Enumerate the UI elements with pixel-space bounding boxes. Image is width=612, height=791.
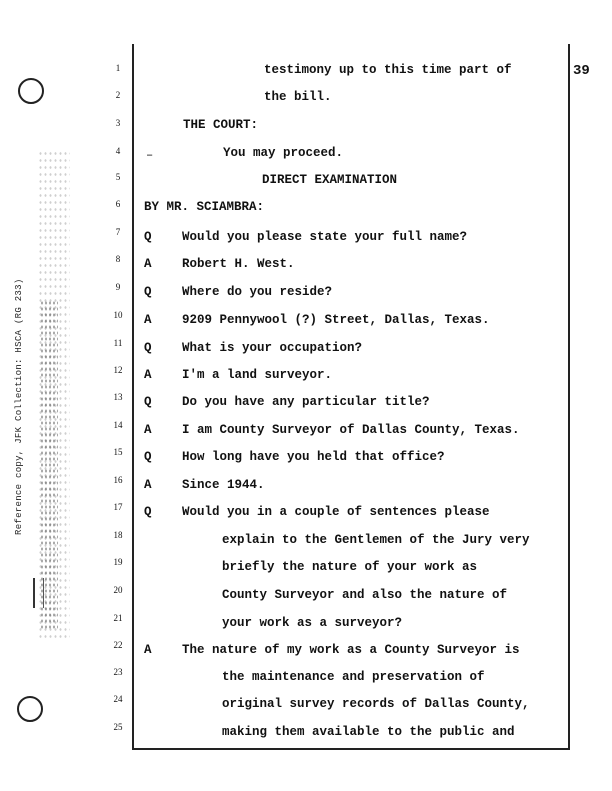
- line-number: 13: [113, 392, 123, 402]
- speaker-tag: A: [144, 643, 152, 657]
- transcript-line: County Surveyor and also the nature of: [222, 588, 508, 602]
- line-number: 23: [113, 667, 123, 677]
- speaker-tag: A: [144, 313, 152, 327]
- speaker-tag: Q: [144, 505, 152, 519]
- transcript-line: your work as a surveyor?: [222, 616, 403, 630]
- speaker-tag: Q: [144, 341, 152, 355]
- line-number: 7: [115, 227, 121, 237]
- transcript-line: I'm a land surveyor.: [182, 368, 333, 382]
- line-number: 22: [113, 640, 123, 650]
- line-number: 4: [115, 146, 121, 156]
- punch-hole-top: [18, 78, 44, 104]
- line-number: 18: [113, 530, 123, 540]
- margin-dash: –: [146, 148, 154, 162]
- transcript-line: the maintenance and preservation of: [222, 670, 485, 684]
- speaker-tag: Q: [144, 395, 152, 409]
- transcript-line: Would you in a couple of sentences please: [182, 505, 490, 519]
- transcript-line: testimony up to this time part of: [264, 63, 512, 77]
- transcript-line: Would you please state your full name?: [182, 230, 468, 244]
- speaker-tag: Q: [144, 230, 152, 244]
- transcript-line: explain to the Gentlemen of the Jury very: [222, 533, 530, 547]
- punch-hole-bottom: [17, 696, 43, 722]
- transcript-line: I am County Surveyor of Dallas County, Texas.: [182, 423, 520, 437]
- transcript-line: Since 1944.: [182, 478, 265, 492]
- line-number: 10: [113, 310, 123, 320]
- transcript-line: briefly the nature of your work as: [222, 560, 478, 574]
- line-number: 12: [113, 365, 123, 375]
- transcript-line: How long have you held that office?: [182, 450, 445, 464]
- transcript-line: 9209 Pennywool (?) Street, Dallas, Texas.: [182, 313, 490, 327]
- line-number: 8: [115, 254, 121, 264]
- line-number: 19: [113, 557, 123, 567]
- line-number: 16: [113, 475, 123, 485]
- speaker-tag: Q: [144, 450, 152, 464]
- line-number: 5: [115, 172, 121, 182]
- line-number: 15: [113, 447, 123, 457]
- transcript-line: Robert H. West.: [182, 257, 295, 271]
- line-number: 2: [115, 90, 121, 100]
- speaker-tag: A: [144, 423, 152, 437]
- transcript-line: Where do you reside?: [182, 285, 333, 299]
- court-speaker: THE COURT:: [183, 118, 259, 132]
- line-number: 25: [113, 722, 123, 732]
- line-number: 20: [113, 585, 123, 595]
- line-number: 24: [113, 694, 123, 704]
- line-number: 3: [115, 118, 121, 128]
- page-number: 39: [573, 63, 590, 79]
- line-number: 6: [115, 199, 121, 209]
- margin-mark: [33, 578, 44, 608]
- transcript-line: What is your occupation?: [182, 341, 363, 355]
- transcript-line: Do you have any particular title?: [182, 395, 430, 409]
- transcript-line: making them available to the public and: [222, 725, 515, 739]
- line-number: 9: [115, 282, 121, 292]
- transcript-line: original survey records of Dallas County,: [222, 697, 530, 711]
- speaker-tag: A: [144, 478, 152, 492]
- speaker-tag: Q: [144, 285, 152, 299]
- transcript-line: The nature of my work as a County Surveyor is: [182, 643, 520, 657]
- margin-reference-note: Reference copy, JFK Collection: HSCA (RG 233): [14, 278, 24, 535]
- transcript-line: You may proceed.: [223, 146, 344, 160]
- line-number: 14: [113, 420, 123, 430]
- line-number: 11: [113, 338, 123, 348]
- line-number: 1: [115, 63, 121, 73]
- speaker-tag: A: [144, 257, 152, 271]
- transcript-line: the bill.: [264, 90, 332, 104]
- line-number: 17: [113, 502, 123, 512]
- section-heading: DIRECT EXAMINATION: [262, 173, 398, 187]
- line-number: 21: [113, 613, 123, 623]
- examiner-line: BY MR. SCIAMBRA:: [144, 200, 265, 214]
- speaker-tag: A: [144, 368, 152, 382]
